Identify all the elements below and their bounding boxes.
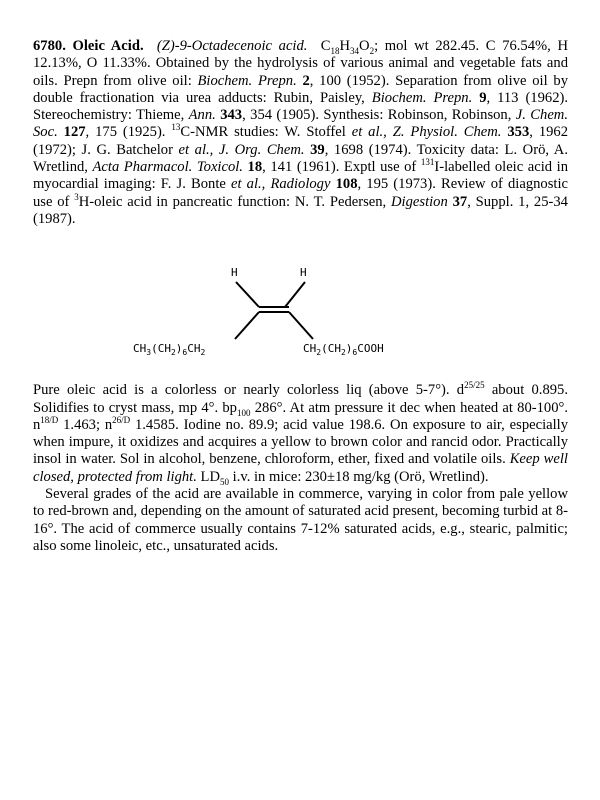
entry.p1-run: 13 bbox=[171, 122, 181, 133]
bond-left-chain bbox=[235, 312, 259, 339]
entry.p1-run: H-oleic acid in pancreatic function: N. T. Pedersen, bbox=[78, 193, 392, 210]
entry.p1-run: 353 bbox=[501, 124, 530, 141]
structural-formula bbox=[33, 236, 568, 376]
entry.p1-run: J. Chem. Soc. bbox=[33, 107, 568, 141]
entry.p1-run: Ann. bbox=[188, 107, 216, 124]
entry.p1-run: , 141 (1961). Exptl use of bbox=[262, 159, 421, 176]
right-chain-group: $CH_2(CH_2)_6COOH$ bbox=[303, 342, 384, 357]
entry.p1-run: , 100 (1952). Separation from olive oil by double fractionation via urea adducts: Rubin, Paisley, bbox=[33, 72, 568, 106]
entry.p1-run: , 1962 (1972); J. G. Batchelor bbox=[33, 124, 569, 158]
entry.p1-run: I-labelled oleic acid in myocardial imaging: F. J. Bonte bbox=[33, 159, 569, 193]
entry.p1-run: 39 bbox=[304, 141, 325, 158]
left-chain-group: $CH_3(CH_2)_6CH_2$ bbox=[133, 342, 206, 357]
entry.p1-run: J. Org. Chem. bbox=[218, 141, 305, 158]
properties-paragraph bbox=[33, 382, 568, 486]
monograph-entry bbox=[33, 38, 568, 555]
entry.p2-run: 18/D bbox=[40, 415, 59, 425]
entry.p2-run: 1.4585. Iodine no. 89.9; acid value 198.6. On exposure to air, especially when impure, it oxidizes and acquires a yellow to brown color and rancid odor. Practically insol in water. Sol in alcohol, benzene, chloroform, ether, fixed and volatile oils. bbox=[33, 416, 569, 468]
entry.p1-run: 3 bbox=[74, 191, 79, 202]
entry.p1-run: , 175 (1925). bbox=[85, 124, 172, 141]
entry.p2-run: Pure oleic acid is a colorless or nearly colorless liq (above 5-7°). d bbox=[33, 382, 465, 399]
entry-number: 6780. bbox=[33, 38, 66, 54]
entry.p2-run: 100 bbox=[236, 407, 251, 418]
entry.p1-run: , 113 (1962). Stereochemistry: Thieme, bbox=[33, 89, 568, 124]
entry.p1-run: mol wt 282.45. C 76.54%, H 12.13%, O 11.33%. Obtained by the hydrolysis of various animal and vegetable fats and oils. Prepn from olive oil: bbox=[33, 38, 569, 89]
molecular-formula: $C_{18}H_{34}O_2$; bbox=[320, 38, 379, 56]
entry.p1-run: Digestion bbox=[391, 193, 448, 210]
entry.p2-run: i.v. in mice: 230±18 mg/kg (Orö, Wretlind). bbox=[229, 468, 489, 485]
entry.p2-run: Keep well closed, protected from light. bbox=[33, 451, 568, 485]
entry.p1-run: et al., bbox=[231, 176, 266, 193]
compound-name: Oleic Acid. bbox=[72, 38, 144, 54]
commercial-grades-paragraph: Several grades of the acid are available in commerce, varying in color from pale yellow to red-brown and, depending on the amount of saturated acid present, becoming turbid at 8-16°. The acid of commerce usually contains 7-12% saturated acids, e.g., stearic, palmitic; also some linoleic, etc., unsaturated acids. bbox=[33, 486, 568, 554]
entry.p1-run: 37 bbox=[447, 193, 468, 210]
entry.p2-run: about 0.895. Solidifies to cryst mass, mp 4°. bp bbox=[33, 382, 568, 416]
entry.p1-run: 9 bbox=[472, 89, 487, 106]
entry.p2-run: 25/25 bbox=[464, 380, 485, 391]
cis-double-bond-diagram bbox=[113, 236, 493, 356]
entry.p2-run: 50 bbox=[220, 476, 229, 487]
entry.p1-run: Biochem. Prepn. bbox=[371, 89, 473, 106]
entry.p1-run: 108 bbox=[330, 176, 358, 193]
entry.p1-run: Z. Physiol. Chem. bbox=[392, 124, 502, 141]
h-left-label: H bbox=[231, 266, 238, 280]
entry.p2-run: 286°. At atm pressure it dec when heated at 80-100°. n bbox=[33, 399, 568, 433]
entry.p1-run: et al., bbox=[351, 124, 387, 141]
bond-h-right bbox=[285, 282, 305, 307]
entry.p1-run: 131 bbox=[420, 157, 435, 168]
entry.p1-run: , 195 (1973). Review of diagnostic use of bbox=[33, 176, 568, 210]
entry.p2-run: 26/D bbox=[112, 415, 131, 425]
entry.p1-run: et al., bbox=[178, 141, 214, 158]
entry.p1-run: , 1698 (1974). Toxicity data: L. Orö, A. Wretlind, bbox=[33, 141, 568, 176]
entry.p1-run: 2 bbox=[296, 72, 310, 89]
entry.p1-run: , Suppl. 1, 25-34 (1987). bbox=[33, 193, 568, 227]
entry-body bbox=[33, 38, 568, 227]
entry.p2-run: 1.463; n bbox=[58, 416, 113, 433]
entry.p1-run: , 354 (1905). Synthesis: Robinson, Robinson, bbox=[242, 107, 516, 124]
entry.p2-run: LD bbox=[196, 468, 220, 485]
entry.p1-run: Biochem. Prepn. bbox=[197, 72, 297, 89]
bond-h-left bbox=[236, 282, 259, 307]
entry.p1-run: C-NMR studies: W. Stoffel bbox=[180, 124, 352, 141]
entry.p1-run: 127 bbox=[57, 124, 86, 141]
entry-header-paragraph bbox=[33, 38, 568, 228]
entry.p1-run: Acta Pharmacol. Toxicol. bbox=[92, 159, 243, 176]
h-right-label: H bbox=[300, 266, 307, 280]
entry.p1-run: 18 bbox=[242, 159, 263, 176]
iupac-name: (Z)-9-Octadecenoic acid. bbox=[156, 38, 308, 54]
entry.p1-run: Radiology bbox=[270, 176, 331, 193]
entry.p1-run: 343 bbox=[215, 107, 243, 124]
bond-right-chain bbox=[289, 312, 313, 339]
